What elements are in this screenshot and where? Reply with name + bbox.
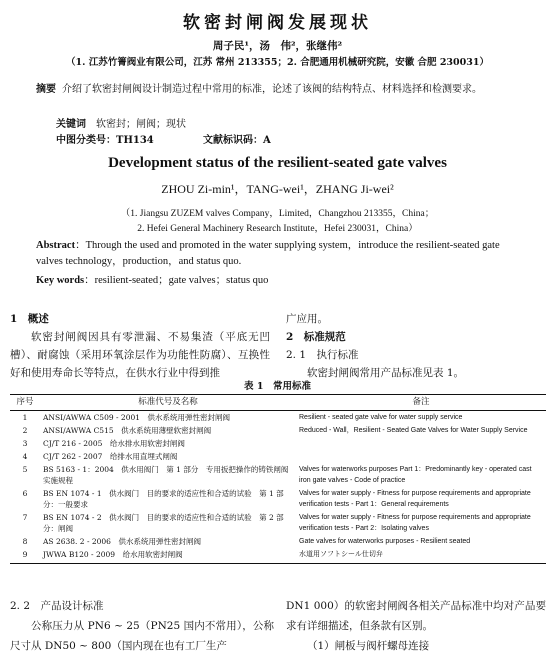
table-cell-note: 水道用ソフトシール仕切弁 — [296, 548, 546, 564]
table-cell-no: 3 — [22, 439, 28, 448]
table-cell-note: Valves for water supply - Fitness for purpose requirements and appropriate verification tests - Part 2：Isolating valves — [299, 514, 531, 532]
table-header-code: 标准代号及名称 — [40, 395, 296, 411]
abstract-cn — [36, 82, 526, 98]
table-header-no: 序号 — [10, 395, 40, 411]
table-cell-code: ANSI/AWWA C515 供水系统用薄壁软密封闸阀 — [43, 426, 212, 435]
table-cell-code: CJ/T 216 - 2005 给水排水用软密封闸阀 — [43, 439, 185, 448]
classification-cn — [56, 131, 271, 146]
section-2-2-paragraph: 公称压力从 PN6 ~ 25（PN25 国内不常用），公称尺寸从 DN50 ~ 800（国内现在也有工厂生产 — [10, 620, 274, 652]
table-row — [10, 463, 546, 487]
table-row — [10, 511, 546, 535]
abstract-cn-label: 摘要 — [36, 84, 56, 95]
table-caption: 表 1 常用标准 — [244, 381, 311, 392]
page-title-cn: 软密封闸阀发展现状 — [183, 13, 372, 33]
table-cell-note: Valves for waterworks purposes Part 1：Predominantly key - operated cast iron gate valves - Code of practice — [299, 466, 532, 484]
section-1-heading: 1 概述 — [10, 313, 49, 325]
table-cell-no: 1 — [22, 413, 28, 422]
table-cell-note — [296, 437, 546, 450]
table-cell-note — [296, 450, 546, 463]
page-title-en: Development status of the resilient-seated gate valves — [108, 155, 447, 171]
section-1-paragraph: 软密封闸阀因具有零泄漏、不易集渣（平底无凹槽）、耐腐蚀（采用环氧涂层作为功能性防腐）、互换性好和使用寿命长等特点，在供水行业中得到推 — [10, 331, 270, 379]
table-row — [10, 437, 546, 450]
keywords-en-label: Key words — [36, 275, 85, 286]
table-cell-no: 2 — [22, 426, 28, 435]
section-2 — [286, 310, 542, 382]
table-cell-no: 8 — [22, 537, 28, 546]
table-cell-note: Resilient - seated gate valve for water supply service — [299, 414, 463, 421]
table-cell-note: Gate valves for waterworks purposes - Resilient seated — [299, 538, 471, 545]
table-cell-code: ANSI/AWWA C509 - 2001 供水系统用弹性密封闸阀 — [43, 413, 231, 422]
table-header-row — [10, 395, 546, 411]
table-cell-no: 5 — [22, 465, 28, 474]
section-2-heading: 2 标准规范 — [286, 331, 346, 343]
table-cell-no: 7 — [22, 513, 28, 522]
abstract-cn-text: 介绍了软密封闸阀设计制造过程中常用的标准，论述了该阀的结构特点、材料选择和检测要求。 — [62, 84, 482, 95]
table-header-note: 备注 — [296, 395, 546, 411]
item-1: （1）闸板与阀杆螺母连接 — [307, 640, 430, 652]
doc-code-label: 文献标识码： — [202, 135, 263, 146]
table-row — [10, 548, 546, 564]
abstract-en — [36, 238, 526, 270]
keywords-cn-label: 关键词 — [56, 119, 86, 130]
affiliation-cn: （1. 江苏竹箐阀业有限公司，江苏 常州 213355；2. 合肥通用机械研究院，安徽 合肥 230031） — [65, 57, 489, 68]
affiliation-en-1: （1. Jiangsu ZUZEM valves Company，Limited，Changzhou 213355，China； — [120, 209, 435, 219]
class-label: 中图分类号： — [56, 135, 116, 146]
table-cell-code: BS EN 1074 - 1 供水阀门 目的要求的适应性和合适的试验 第 1 部分：一般要求 — [43, 489, 284, 509]
section-2-2-heading: 2. 2 产品设计标准 — [10, 600, 104, 612]
table-cell-no: 9 — [10, 548, 40, 564]
table-cell-no: 4 — [22, 452, 28, 461]
class-value: TH134 — [116, 135, 154, 146]
table-cell-code: JWWA B120 - 2009 给水用软密封闸阀 — [40, 548, 296, 564]
keywords-cn — [56, 115, 186, 130]
table-cell-code: BS 5163 - 1：2004 供水用阀门 第 1 部分 专用扳把操作的铸铁闸阀 实施规程 — [43, 465, 296, 485]
table-cell-code: CJ/T 262 - 2007 给排水用直埋式闸阀 — [43, 452, 178, 461]
section-2-2-continued: DN1 000）的软密封闸阀各相关产品标准中均对产品要求有详细描述，但条款有区别。 — [286, 600, 546, 632]
section-1-continued: 广应用。 — [286, 313, 328, 325]
keywords-en-text: ：resilient-seated；gate valves；status quo — [84, 275, 269, 286]
abstract-en-text: ：Through the used and promoted in the water supplying system，introduce the resilient-seated gate valves technology，production，and status quo. — [36, 240, 500, 267]
table-cell-code: BS EN 1074 - 2 供水阀门 目的要求的适应性和合适的试验 第 2 部分：闸阀 — [43, 513, 284, 533]
authors-cn: 周子民¹，汤 伟²，张继伟² — [212, 40, 343, 52]
table-cell-note: Reduced - Wall，Resilient - Seated Gate Valves for Water Supply Service — [299, 427, 528, 434]
table-row — [10, 411, 546, 425]
keywords-en — [36, 272, 268, 287]
section-1 — [10, 310, 270, 382]
table-cell-code: AS 2638. 2 - 2006 供水系统用弹性密封闸阀 — [43, 537, 201, 546]
doc-code-value: A — [262, 135, 271, 146]
keywords-cn-text: 软密封；闸阀；现状 — [96, 119, 186, 130]
section-2-2-right — [286, 596, 546, 656]
table-row — [10, 424, 546, 437]
authors-en: ZHOU Zi-min¹，TANG-wei¹，ZHANG Ji-wei² — [161, 182, 394, 196]
table-row — [10, 450, 546, 463]
abstract-en-label: Abstract — [36, 240, 76, 251]
section-2-1-heading: 2. 1 执行标准 — [286, 349, 359, 361]
affiliation-en-2: 2. Hefei General Machinery Research Institute，Hefei 230031，China） — [137, 224, 418, 234]
table-cell-note: Valves for water supply - Fitness for purpose requirements and appropriate verification tests - Part 1：General requirements — [299, 490, 531, 508]
section-2-2 — [10, 596, 274, 656]
table-row — [10, 487, 546, 511]
table-row — [10, 535, 546, 548]
section-2-1-paragraph: 软密封闸阀常用产品标准见表 1。 — [307, 367, 465, 379]
table-cell-no: 6 — [22, 489, 28, 498]
standards-table — [10, 394, 546, 564]
